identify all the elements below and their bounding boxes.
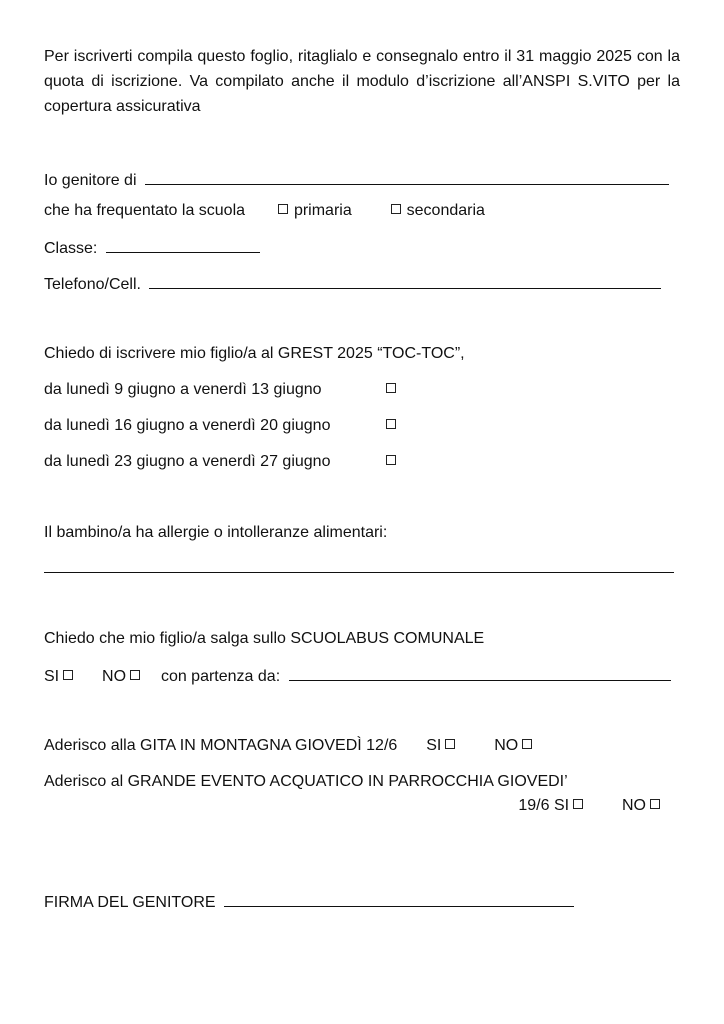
allergies-field[interactable] xyxy=(44,556,674,573)
secondaria-label: secondaria xyxy=(406,202,485,219)
allergies-row xyxy=(44,556,674,580)
phone-field[interactable] xyxy=(149,272,661,289)
primaria-checkbox[interactable] xyxy=(278,204,288,214)
water-event-yes-label: SI xyxy=(553,797,570,814)
water-event-yes-checkbox[interactable] xyxy=(573,799,583,809)
bus-yes-checkbox[interactable] xyxy=(63,670,73,680)
week-1-checkbox[interactable] xyxy=(386,383,396,393)
water-event-options-row xyxy=(518,795,666,817)
allergies-label: Il bambino/a ha allergie o intolleranze alimentari: xyxy=(44,524,388,541)
trip-yes-label: SI xyxy=(426,737,442,754)
school-label: che ha frequentato la scuola xyxy=(44,202,246,219)
water-event-no-checkbox[interactable] xyxy=(650,799,660,809)
water-event-text: Aderisco al GRANDE EVENTO ACQUATICO IN PARROCCHIA GIOVEDI’ xyxy=(44,773,568,790)
parent-label: Io genitore di xyxy=(44,172,137,189)
trip-row xyxy=(44,735,538,757)
week-2-checkbox[interactable] xyxy=(386,419,396,429)
week-row-2 xyxy=(44,415,402,437)
bus-yes-label: SI xyxy=(44,668,60,685)
request-text: Chiedo di iscrivere mio figlio/a al GREST 2025 “TOC-TOC”, xyxy=(44,345,465,362)
trip-text: Aderisco alla GITA IN MONTAGNA GIOVEDÌ 12/6 xyxy=(44,737,398,754)
secondaria-checkbox[interactable] xyxy=(391,204,401,214)
phone-row xyxy=(44,272,661,296)
parent-name-field[interactable] xyxy=(145,168,669,185)
water-event-date: 19/6 xyxy=(518,797,550,814)
intro-paragraph: Per iscriverti compila questo foglio, ritaglialo e consegnalo entro il 31 maggio 2025 con la quota di iscrizione. Va compilato anche il modulo d’iscrizione all’ANSPI S.VITO per la copertura assicurativa xyxy=(44,48,680,115)
trip-no-label: NO xyxy=(494,737,519,754)
phone-label: Telefono/Cell. xyxy=(44,276,141,293)
bus-text: Chiedo che mio figlio/a salga sullo SCUOLABUS COMUNALE xyxy=(44,630,485,647)
parent-row xyxy=(44,168,669,192)
trip-no-checkbox[interactable] xyxy=(522,739,532,749)
bus-departure-field[interactable] xyxy=(289,664,671,681)
trip-yes-checkbox[interactable] xyxy=(445,739,455,749)
week-row-1 xyxy=(44,379,402,401)
week-label-2: da lunedì 16 giugno a venerdì 20 giugno xyxy=(44,417,331,434)
week-3-checkbox[interactable] xyxy=(386,455,396,465)
bus-no-label: NO xyxy=(102,668,127,685)
signature-row xyxy=(44,890,574,914)
class-row xyxy=(44,236,260,260)
bus-no-checkbox[interactable] xyxy=(130,670,140,680)
primaria-label: primaria xyxy=(293,202,352,219)
school-row xyxy=(44,200,485,222)
week-label-1: da lunedì 9 giugno a venerdì 13 giugno xyxy=(44,381,322,398)
class-label: Classe: xyxy=(44,240,98,257)
signature-label: FIRMA DEL GENITORE xyxy=(44,894,216,911)
class-field[interactable] xyxy=(106,236,260,253)
week-row-3 xyxy=(44,451,402,473)
bus-departure-label: con partenza da: xyxy=(160,668,281,685)
water-event-no-label: NO xyxy=(622,797,646,814)
bus-options-row xyxy=(44,664,671,688)
week-label-3: da lunedì 23 giugno a venerdì 27 giugno xyxy=(44,453,331,470)
signature-field[interactable] xyxy=(224,890,574,907)
